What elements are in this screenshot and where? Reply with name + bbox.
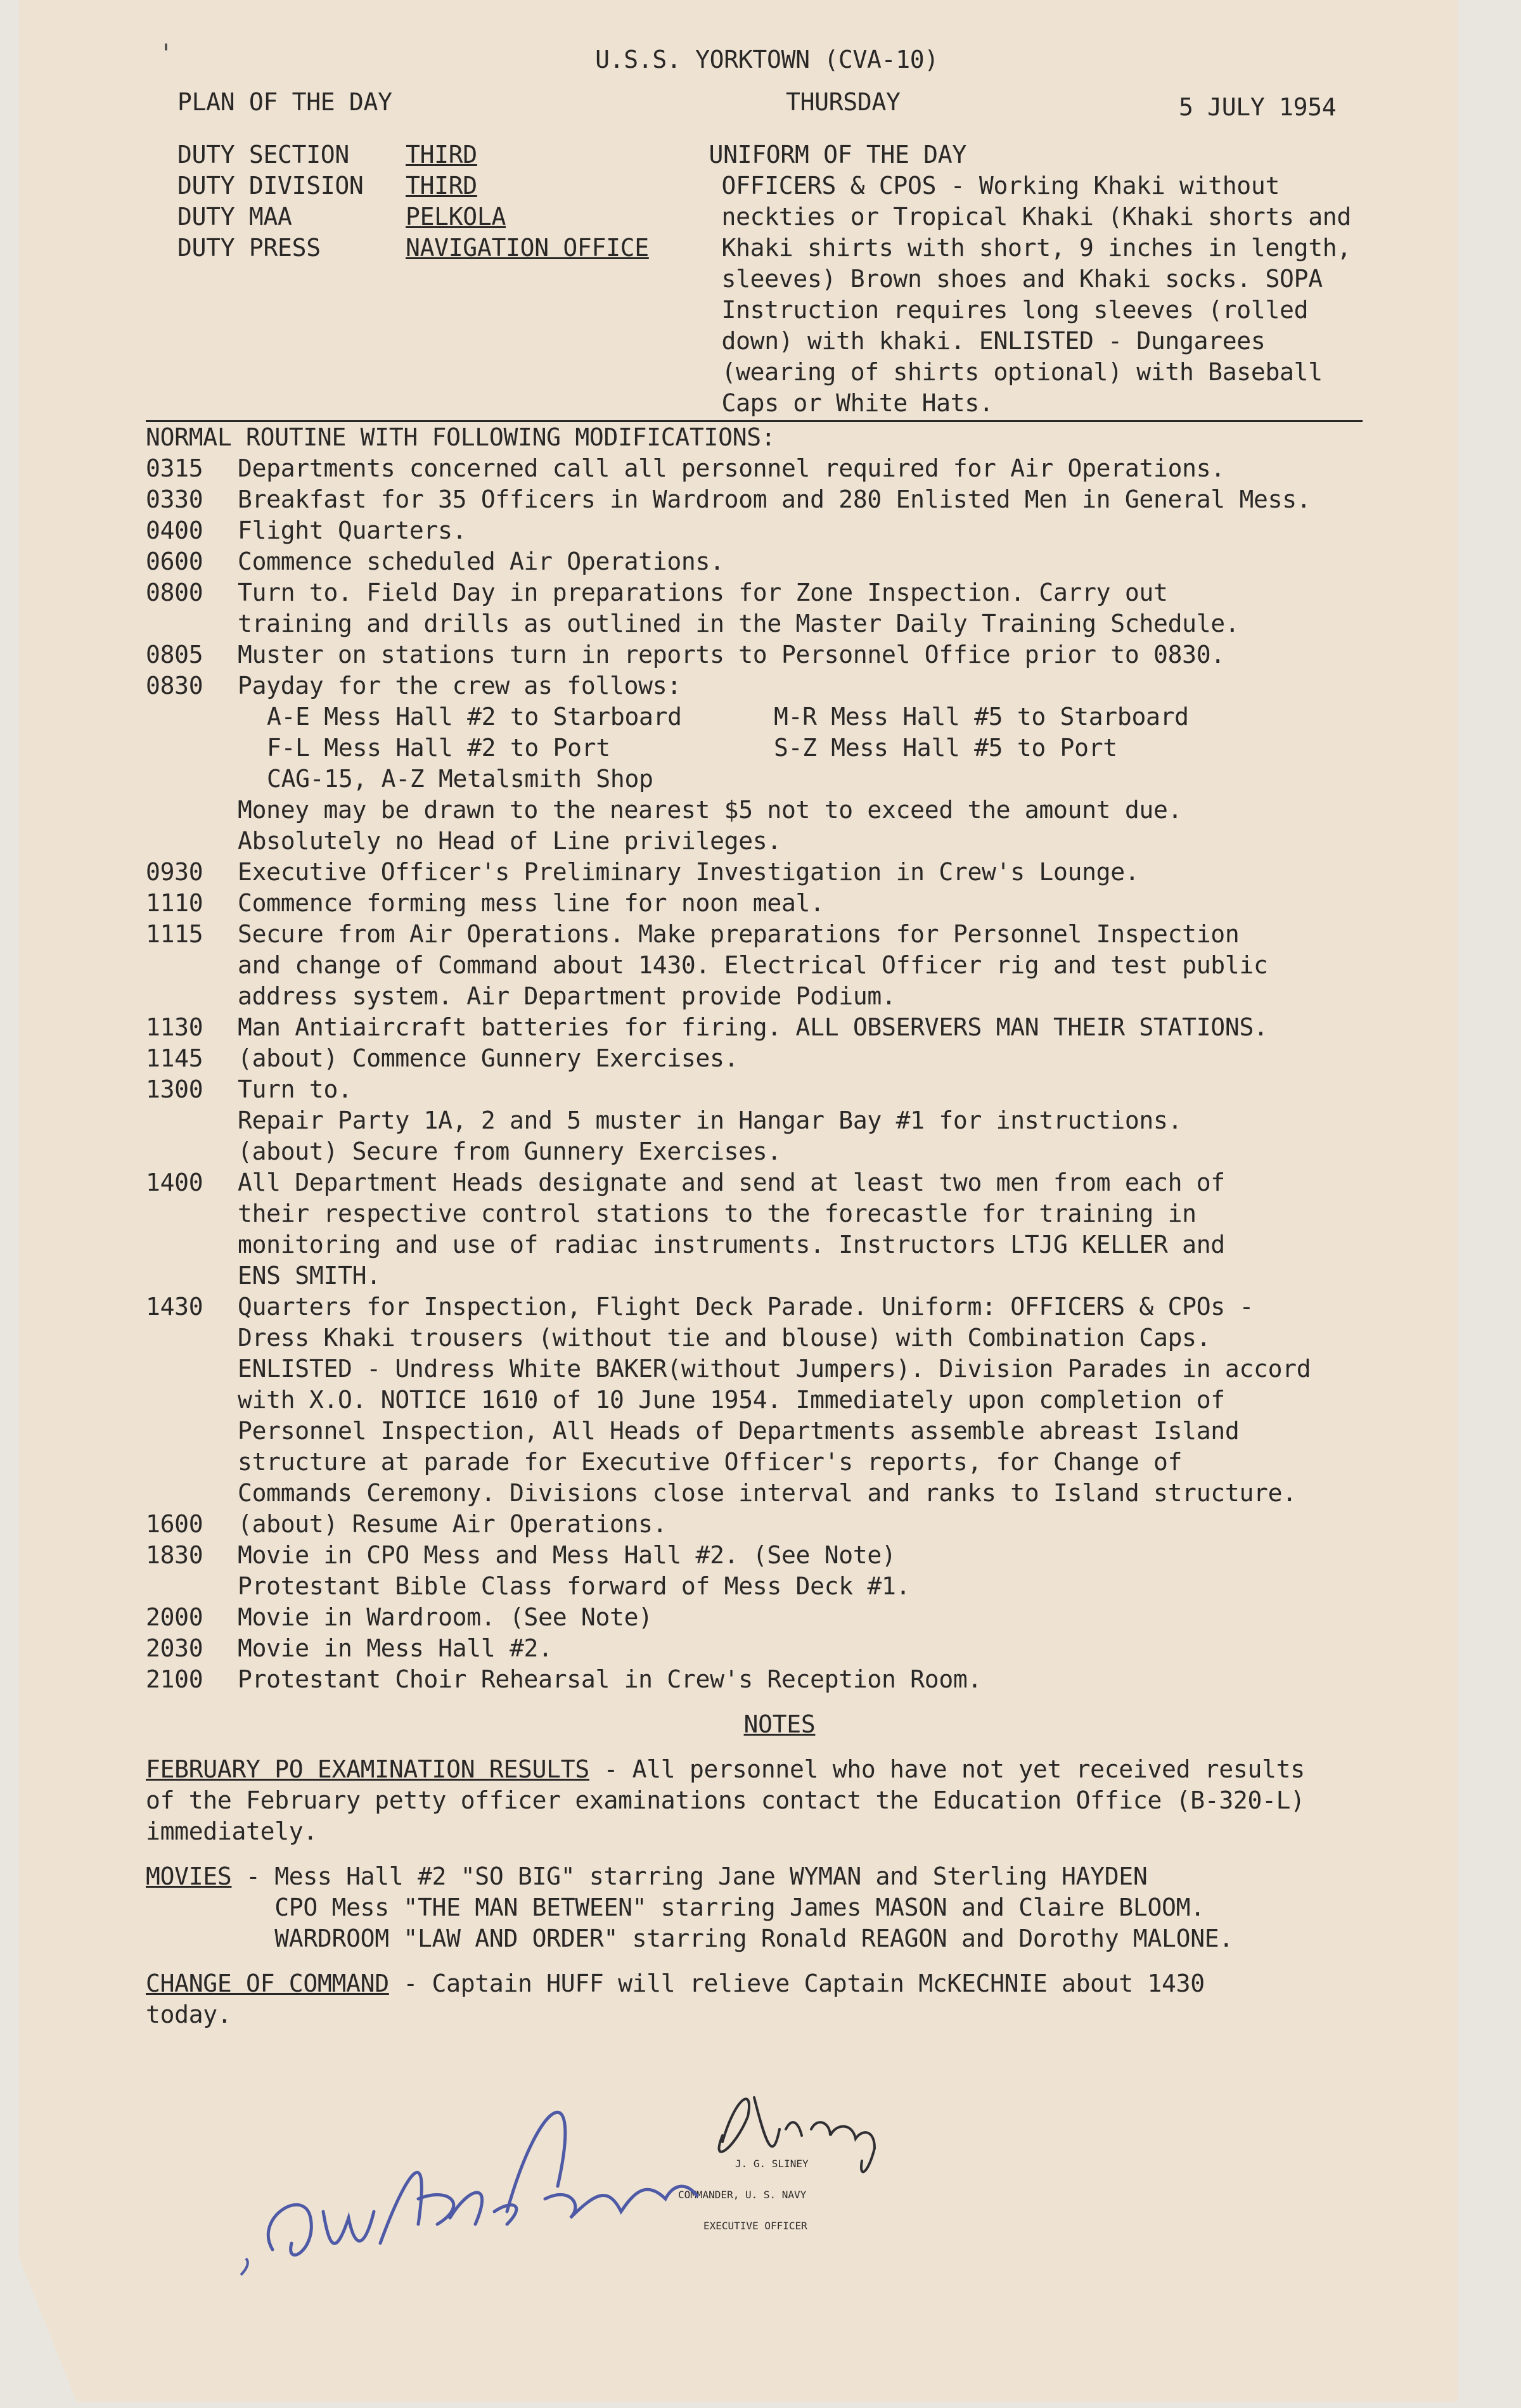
schedule-row [146, 453, 1413, 484]
schedule-time: 2030 [146, 1634, 203, 1662]
schedule-row [146, 857, 1413, 888]
schedule-text: Commence scheduled Air Operations. [238, 548, 724, 575]
payday-row [238, 764, 1413, 795]
plan-label: PLAN OF THE DAY [177, 88, 392, 116]
schedule-time: 2100 [146, 1665, 203, 1693]
payday-entry: S-Z Mess Hall #5 to Port [774, 734, 1117, 762]
payday-note: Money may be drawn to the nearest $5 not to exceed the amount due. Absolutely no Head of Line privileges. [238, 796, 1183, 855]
payday-row [238, 701, 1413, 733]
duty-value: PELKOLA [406, 203, 506, 231]
day-label: THURSDAY [786, 88, 901, 116]
movie-line: - Mess Hall #2 "SO BIG" starring Jane WYMAN and Sterling HAYDEN [231, 1862, 1148, 1890]
schedule-time: 1300 [146, 1075, 203, 1103]
schedule-text: Executive Officer's Preliminary Investigation in Crew's Lounge. [238, 858, 1139, 886]
schedule-time: 0400 [146, 516, 203, 544]
duty-and-uniform [146, 139, 1413, 419]
schedule-time: 0830 [146, 672, 203, 700]
schedule-text: Secure from Air Operations. Make preparations for Personnel Inspection and change of Command about 1430. Electrical Officer rig and test public address system. Air Department provide Podium. [238, 920, 1268, 1010]
handwritten-signature [228, 2059, 989, 2288]
duty-label: DUTY MAA [177, 203, 292, 231]
schedule-time: 1400 [146, 1169, 203, 1196]
schedule-text: Muster on stations turn in reports to Personnel Office prior to 0830. [238, 641, 1225, 669]
schedule-row [146, 1167, 1413, 1291]
schedule-text: Turn to. Repair Party 1A, 2 and 5 muster in Hangar Bay #1 for instructions. (about) Secure from Gunnery Exercises. [238, 1075, 1183, 1165]
schedule-row [146, 919, 1413, 1012]
note-change-of-command [146, 1968, 1413, 2030]
schedule-row [146, 1540, 1413, 1602]
schedule-row [146, 639, 1413, 670]
schedule-text: Flight Quarters. [238, 516, 467, 544]
schedule-text: Quarters for Inspection, Flight Deck Parade. Uniform: OFFICERS & CPOs - Dress Khaki trousers (without tie and blouse) with Combination Caps. ENLISTED - Undress White BAKER(without Jumpers). Division Parades in accord with X.O. NOTICE 1610 of 10 June 1954. Immediately upon completion of Personnel Inspection, All Heads of Departments assemble abreast Island structure at parade for Executive Officer's reports, for Change of Commands Ceremony. Divisions close interval and ranks to Island structure. [238, 1293, 1311, 1507]
duty-label: DUTY SECTION [177, 141, 349, 169]
plan-of-the-day-document [146, 44, 1413, 2030]
schedule-text: Protestant Choir Rehearsal in Crew's Reception Room. [238, 1665, 982, 1693]
schedule-time: 1145 [146, 1044, 203, 1072]
uniform-text: OFFICERS & CPOS - Working Khaki without neckties or Tropical Khaki (Khaki shorts and Khaki shirts with short, 9 inches in length, sleeves) Brown shoes and Khaki socks. SOPA Instruction requires long sleeves (rolled down) with khaki. ENLISTED - Dungarees (wearing of shirts optional) with Baseball Caps or White Hats. [721, 172, 1351, 417]
movie-line: WARDROOM "LAW AND ORDER" starring Ronald REAGON and Dorothy MALONE. [146, 1924, 1233, 1952]
payday-entry: CAG-15, A-Z Metalsmith Shop [267, 765, 653, 793]
schedule-text: Departments concerned call all personnel required for Air Operations. [238, 454, 1225, 482]
schedule-row [146, 1291, 1413, 1509]
schedule-part-1 [146, 453, 1413, 701]
duty-row [177, 233, 709, 264]
schedule-text: All Department Heads designate and send at least two men from each of their respective control stations to the forecastle for training in monitoring and use of radiac instruments. Instructors LTJG KELLER and ENS SMITH. [238, 1169, 1225, 1290]
payday-table [146, 701, 1413, 857]
schedule-time: 0930 [146, 858, 203, 886]
schedule-row [146, 1664, 1413, 1695]
schedule-row [146, 1043, 1413, 1074]
schedule-text: Movie in Mess Hall #2. [238, 1634, 553, 1662]
signature-text: R W McKechnie [355, 2274, 365, 2276]
date-label: 5 JULY 1954 [1179, 93, 1337, 121]
schedule-time: 1430 [146, 1293, 203, 1321]
schedule-row [146, 1509, 1413, 1540]
schedule-row [146, 1012, 1413, 1043]
schedule-text: Man Antiaircraft batteries for firing. ALL OBSERVERS MAN THEIR STATIONS. [238, 1013, 1268, 1041]
schedule-time: 1130 [146, 1013, 203, 1041]
duty-value: THIRD [406, 172, 477, 200]
schedule-time: 0330 [146, 485, 203, 513]
schedule-row [146, 515, 1413, 546]
schedule-time: 0600 [146, 548, 203, 575]
payday-row [238, 733, 1413, 764]
schedule-row [146, 546, 1413, 577]
note-february-exam [146, 1754, 1413, 1847]
schedule-time: 2000 [146, 1603, 203, 1631]
note-movies [146, 1861, 1413, 1954]
schedule-time: 1110 [146, 889, 203, 917]
duty-label: DUTY DIVISION [177, 172, 364, 200]
duty-row [177, 202, 709, 233]
schedule-row [146, 888, 1413, 919]
duty-value: NAVIGATION OFFICE [406, 234, 649, 262]
schedule-time: 0800 [146, 579, 203, 606]
note-label: MOVIES [146, 1862, 232, 1890]
schedule-time: 0805 [146, 641, 203, 669]
movie-line: CPO Mess "THE MAN BETWEEN" starring James MASON and Claire BLOOM. [146, 1893, 1205, 1921]
schedule-time: 0315 [146, 454, 203, 482]
schedule-row [146, 1602, 1413, 1633]
ship-title: U.S.S. YORKTOWN (CVA-10) [595, 46, 939, 74]
schedule-row [146, 1633, 1413, 1664]
schedule-text: Commence forming mess line for noon meal. [238, 889, 825, 917]
note-label: FEBRUARY PO EXAMINATION RESULTS [146, 1755, 589, 1783]
schedule-text: (about) Commence Gunnery Exercises. [238, 1044, 739, 1072]
header-row [146, 87, 1413, 123]
signature-text: J G Sliney [760, 2110, 769, 2111]
note-text: - All personnel who have not yet received results of the February petty officer examinations contact the Education Office (B-320-L) immediately. [146, 1755, 1305, 1845]
signer-name: J. G. SLINEY [735, 2158, 809, 2170]
schedule-text: Movie in CPO Mess and Mess Hall #2. (See Note) Protestant Bible Class forward of Mess Deck #1. [238, 1541, 911, 1600]
signer-rank: COMMANDER, U. S. NAVY [678, 2189, 807, 2201]
payday-entry: A-E Mess Hall #2 to Starboard [267, 703, 682, 731]
duty-roster [146, 139, 709, 419]
schedule-row [146, 1074, 1413, 1167]
schedule-text: Turn to. Field Day in preparations for Zone Inspection. Carry out training and drills as outlined in the Master Daily Training Schedule. [238, 579, 1240, 637]
notes-title: NOTES [743, 1710, 816, 1738]
schedule-text: Movie in Wardroom. (See Note) [238, 1603, 653, 1631]
schedule-text: Payday for the crew as follows: [238, 672, 681, 700]
routine-heading: NORMAL ROUTINE WITH FOLLOWING MODIFICATIONS: [146, 423, 776, 451]
signer-title: EXECUTIVE OFFICER [703, 2220, 807, 2232]
schedule-time: 1115 [146, 920, 203, 948]
schedule-time: 1830 [146, 1541, 203, 1569]
duty-value: THIRD [406, 141, 477, 169]
schedule-text: Breakfast for 35 Officers in Wardroom and 280 Enlisted Men in General Mess. [238, 485, 1311, 513]
schedule-text: (about) Resume Air Operations. [238, 1510, 667, 1538]
schedule-row [146, 577, 1413, 639]
schedule-part-2 [146, 857, 1413, 1695]
uniform-heading: UNIFORM OF THE DAY [709, 141, 966, 169]
stray-mark: ' [158, 39, 174, 68]
payday-entry: F-L Mess Hall #2 to Port [267, 734, 610, 762]
schedule-time: 1600 [146, 1510, 203, 1538]
schedule-row [146, 670, 1413, 701]
duty-label: DUTY PRESS [177, 234, 321, 262]
payday-entry: M-R Mess Hall #5 to Starboard [774, 703, 1189, 731]
duty-row [177, 170, 709, 202]
duty-row [177, 139, 709, 170]
schedule-row [146, 484, 1413, 515]
note-label: CHANGE OF COMMAND [146, 1969, 389, 1997]
note-text: - Captain HUFF will relieve Captain McKECHNIE about 1430 today. [146, 1969, 1205, 2028]
uniform-of-the-day [709, 139, 1414, 419]
